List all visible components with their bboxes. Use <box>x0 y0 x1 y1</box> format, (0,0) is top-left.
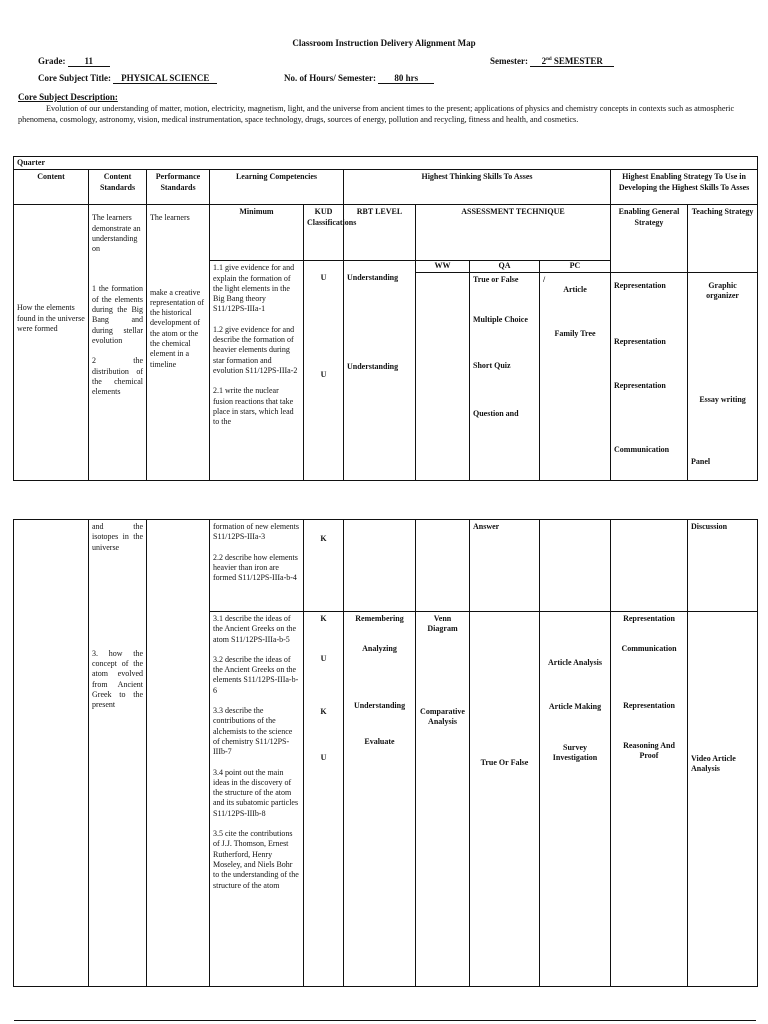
eg-1: Representation <box>614 280 666 290</box>
qa-top: Answer <box>473 522 500 531</box>
ww-cell-bottom <box>416 612 470 987</box>
rbt-cell-bottom <box>344 612 416 987</box>
lc-cell-top <box>210 520 304 612</box>
kud-b: K <box>320 614 327 623</box>
alignment-table-2 <box>13 519 758 987</box>
lc-cell-bottom <box>210 612 304 987</box>
eg-4: Communication <box>614 445 670 455</box>
performance-text: make a creative representation of the historical development of the atom or the the chemical element in a timeline <box>150 287 204 369</box>
lc-3-2: 3.2 describe the ideas of the Ancient Greeks on the elements S11/12PS-IIIa-b-6 <box>213 654 299 695</box>
rbt-d: Evaluate <box>364 736 395 746</box>
hours-field <box>284 73 434 84</box>
kud-2: U <box>320 369 327 379</box>
ww-b: Comparative Analysis <box>420 706 465 726</box>
rbt-2: Understanding <box>347 361 399 371</box>
pc-c: Survey Investigation <box>552 742 598 762</box>
qa-3: Short Quiz <box>473 361 511 371</box>
lc-3-5: 3.5 cite the contributions of J.J. Thomson, Ernest Rutherford, Henry Moseley, and Niels Bohr to the understanding of the structure of the atom <box>213 829 299 890</box>
header-assessment-technique: ASSESSMENT TECHNIQUE <box>416 205 611 261</box>
ww-a: Venn Diagram <box>427 614 458 634</box>
subject-field <box>38 73 217 84</box>
lc-1-1: 1.1 give evidence for and explain the formation of the light elements in the Big Bang theory S11/12PS-IIIa-1 <box>213 263 295 314</box>
header-thinking-skills: Highest Thinking Skills To Asses <box>344 170 611 205</box>
header-performance-standards: Performance Standards <box>147 170 210 205</box>
qa-cell-bottom <box>470 612 540 987</box>
lc-2-1-cont: formation of new elements S11/12PS-IIIa-3 <box>213 522 299 542</box>
header-enabling-general: Enabling General Strategy <box>611 205 688 272</box>
eg-3: Representation <box>614 381 666 391</box>
content-standards-cell <box>89 205 147 480</box>
document-title: Classroom Instruction Delivery Alignment Map <box>292 38 476 48</box>
kud-d: K <box>320 706 327 716</box>
performance-standards-cell-2 <box>147 520 210 987</box>
header-ww: WW <box>416 261 470 272</box>
performance-intro: The learners <box>150 213 190 223</box>
pc-1: Article <box>563 284 587 294</box>
rbt-a: Remembering <box>355 614 404 623</box>
qa-1: True or False <box>473 274 519 284</box>
content-standards-intro: The learners demonstrate an understanding on <box>92 213 141 254</box>
qa-4: Question and <box>473 409 519 419</box>
lc-3-4: 3.4 point out the main ideas in the discovery of the structure of the atom and its subatomic particles S11/12PS-IIIb-8 <box>213 767 299 818</box>
kud-cell <box>304 261 344 480</box>
content-standard-2: 2 the distribution of the chemical elements <box>92 356 143 397</box>
eg-d: Reasoning And Proof <box>623 740 675 761</box>
kud-c: U <box>320 654 327 664</box>
rbt-cell <box>344 261 416 480</box>
kud-a: K <box>320 534 327 543</box>
header-minimum: Minimum <box>210 205 304 261</box>
content-standard-cont: and the isotopes in the universe <box>92 522 143 552</box>
performance-standards-cell <box>147 205 210 480</box>
pc-cell-bottom <box>540 612 611 987</box>
ts-1: Graphic organizer <box>706 280 739 300</box>
ts-2: Essay writing <box>699 395 746 405</box>
lc-1-2: 1.2 give evidence for and describe the formation of heavier elements during star formation and evolution S11/12PS-IIIa-2 <box>213 324 298 375</box>
pc-a: Article Analysis <box>548 658 602 667</box>
ww-cell-top <box>416 520 470 612</box>
pc-cell-top <box>540 520 611 612</box>
header-teaching-strategy: Teaching Strategy <box>688 205 758 272</box>
kud-cell-top <box>304 520 344 612</box>
learning-competencies-cell <box>210 261 304 480</box>
subject-value: PHYSICAL SCIENCE <box>113 73 217 84</box>
pc-2: Family Tree <box>554 329 596 339</box>
page-bottom-rule <box>14 1020 756 1021</box>
ts-a: Video Article Analysis <box>691 754 736 774</box>
hours-value: 80 hrs <box>378 73 434 84</box>
header-pc: PC <box>540 261 611 272</box>
semester-field <box>490 56 614 67</box>
rbt-c: Understanding <box>353 700 406 710</box>
description-label: Core Subject Description: <box>18 92 118 102</box>
rbt-b: Analyzing <box>362 644 397 654</box>
kud-cell-bottom <box>304 612 344 987</box>
kud-1: U <box>320 273 327 283</box>
eg-a: Representation <box>623 614 675 623</box>
ts-3: Panel <box>691 457 711 467</box>
teaching-strategy-cell <box>688 272 758 480</box>
eg-cell-bottom <box>611 612 688 987</box>
semester-suffix: nd <box>546 57 552 62</box>
qa-2: Multiple Choice <box>473 314 528 324</box>
ts-cell-top <box>688 520 758 612</box>
header-kud: KUD Classifications <box>304 205 344 261</box>
rbt-1: Understanding <box>347 273 399 283</box>
header-content: Content <box>14 170 89 205</box>
ts-top: Discussion <box>691 522 728 531</box>
semester-value <box>530 56 614 67</box>
eg-b: Communication <box>621 644 677 654</box>
grade-value: 11 <box>68 56 110 67</box>
grade-label: Grade: <box>38 56 66 66</box>
lc-3-1: 3.1 describe the ideas of the Ancient Greeks on the atom S11/12PS-IIIa-b-5 <box>213 614 297 644</box>
header-content-standards: Content Standards <box>89 170 147 205</box>
content-standard-3: 3. how the concept of the atom evolved from Ancient Greek to the present <box>92 648 143 710</box>
eg-cell-top <box>611 520 688 612</box>
header-enabling-strategy: Highest Enabling Strategy To Use in Developing the Highest Skills To Asses <box>611 170 758 205</box>
kud-e: U <box>320 752 327 762</box>
header-learning-competencies: Learning Competencies <box>210 170 344 205</box>
hours-label: No. of Hours/ Semester: <box>284 73 376 83</box>
pc-b: Article Making <box>548 702 602 712</box>
grade-field <box>38 56 110 67</box>
pc-slash: / <box>543 274 546 284</box>
lc-2-2: 2.2 describe how elements heavier than iron are formed S11/12PS-IIIa-b-4 <box>213 552 298 583</box>
ts-cell-bottom <box>688 612 758 987</box>
content-standards-cell-2 <box>89 520 147 987</box>
semester-text: SEMESTER <box>553 56 603 66</box>
eg-2: Representation <box>614 336 666 346</box>
pc-cell <box>540 272 611 480</box>
content-standard-1: 1 the formation of the elements during the Big Bang and during stellar evolution <box>92 284 143 345</box>
semester-number: 2 <box>541 56 547 66</box>
eg-c: Representation <box>623 700 675 710</box>
lc-2-1: 2.1 write the nuclear fusion reactions that take place in stars, which lead to the <box>213 386 294 427</box>
qa-cell <box>470 272 540 480</box>
semester-label: Semester: <box>490 56 528 66</box>
rbt-cell-top <box>344 520 416 612</box>
header-rbt-level: RBT LEVEL <box>344 205 416 261</box>
ww-cell <box>416 272 470 480</box>
qa-a: True Or False <box>480 758 529 767</box>
qa-cell-top <box>470 520 540 612</box>
content-cell: How the elements found in the universe were formed <box>14 205 89 480</box>
alignment-table-1 <box>13 156 758 481</box>
description-text: Evolution of our understanding of matter, motion, electricity, magnetism, light, and the universe from ancient times to the present; applications of physics and chemistry concepts in contexts such as atmospheric phenomena, cosmology, astronomy, vision, medical instrumentation, space technology, drugs, sources of energy, pollution and recycling, fitness and health, and cosmetics. <box>18 104 735 124</box>
content-cell-2 <box>14 520 89 987</box>
lc-3-3: 3.3 describe the contributions of the alchemists to the science of chemistry S11/12PS-IIIb-7 <box>213 706 293 757</box>
quarter-cell: Quarter <box>14 157 758 170</box>
subject-label: Core Subject Title: <box>38 73 111 83</box>
enabling-general-cell <box>611 272 688 480</box>
header-qa: QA <box>470 261 540 272</box>
